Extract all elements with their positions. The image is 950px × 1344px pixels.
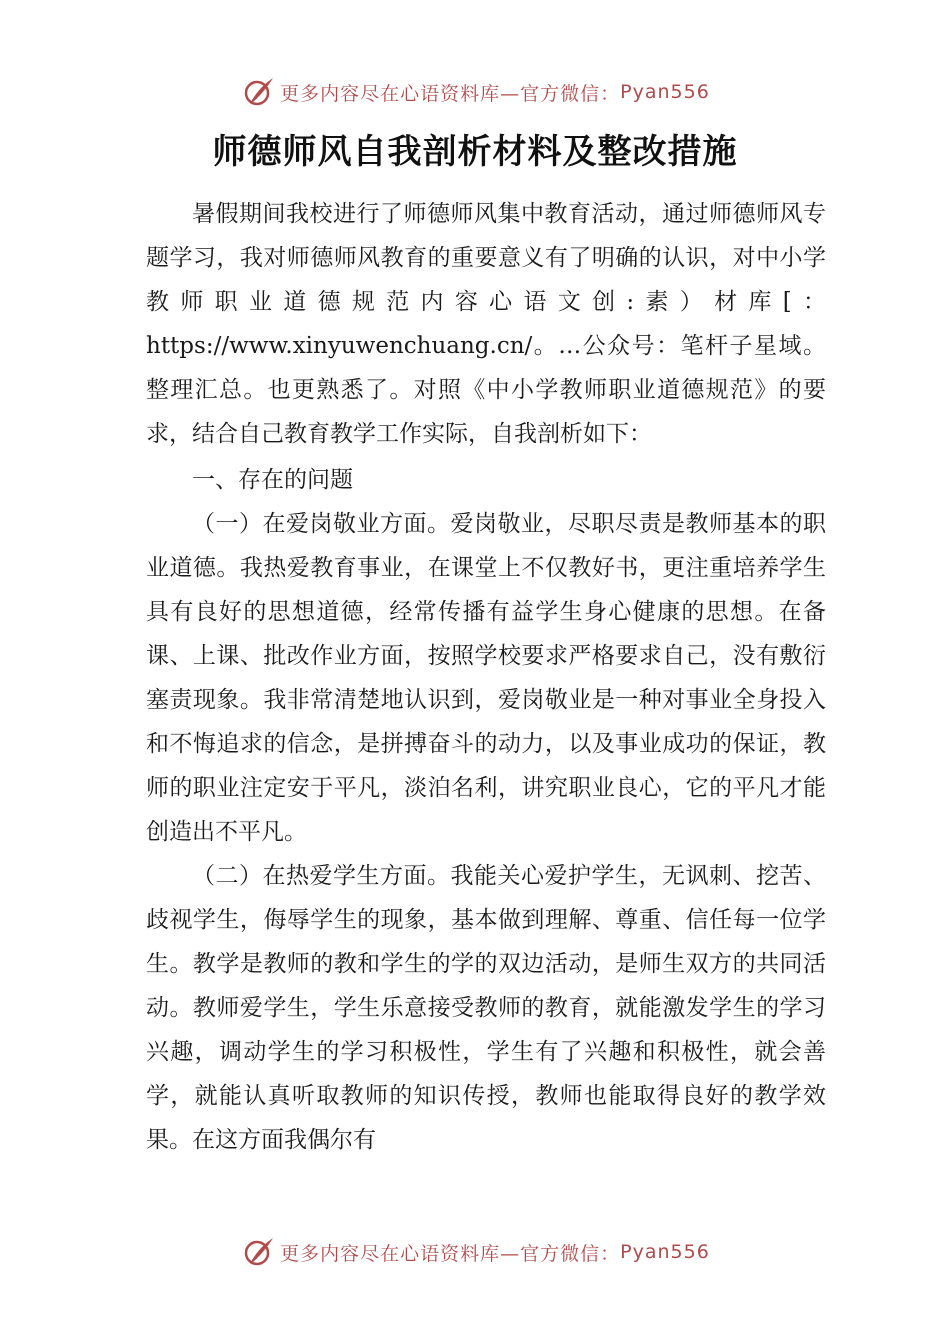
quill-logo-icon xyxy=(240,1234,276,1270)
banner-wechat-id: Pyan556 xyxy=(620,81,710,103)
document-title: 师德师风自我剖析材料及整改措施 xyxy=(212,132,738,172)
header-banner xyxy=(0,72,950,112)
banner-text: 更多内容尽在心语资料库—官方微信： xyxy=(280,82,621,105)
footer-banner xyxy=(0,1232,950,1272)
paragraph-love-students: （二）在热爱学生方面。我能关心爱护学生，无讽刺、挖苦、歧视学生，侮辱学生的现象，基本做到理解、尊重、信任每一位学生。教学是教师的教和学生的学的双边活动，是师生双方的共同活动。教师爱学生，学生乐意接受教师的教育，就能激发学生的学习兴趣，调动学生的学习积极性，学生有了兴趣和积极性，就会善学，就能认真听取教师的知识传授，教师也能取得良好的教学效果。在这方面我偶尔有 xyxy=(146,863,826,1153)
section-heading: 一、存在的问题 xyxy=(192,467,353,493)
banner-wechat-id: Pyan556 xyxy=(620,1241,710,1263)
banner-text: 更多内容尽在心语资料库—官方微信： xyxy=(280,1242,621,1265)
document-body xyxy=(146,192,826,1162)
paragraph-intro: 暑假期间我校进行了师德师风集中教育活动，通过师德师风专题学习，我对师德师风教育的重要意义有了明确的认识，对中小学教师职业道德规范内容心语文创:素）材库[：https://www.xinyuwenchuang.cn/。…公众号：笔杆子星域。整理汇总。也更熟悉了。对照《中小学教师职业道德规范》的要求，结合自己教育教学工作实际，自我剖析如下： xyxy=(146,201,826,447)
quill-logo-icon xyxy=(240,74,276,110)
paragraph-dedication: （一）在爱岗敬业方面。爱岗敬业，尽职尽责是教师基本的职业道德。我热爱教育事业，在课堂上不仅教好书，更注重培养学生具有良好的思想道德，经常传播有益学生身心健康的思想。在备课、上课、批改作业方面，按照学校要求严格要求自己，没有敷衍塞责现象。我非常清楚地认识到，爱岗敬业是一种对事业全身投入和不悔追求的信念，是拼搏奋斗的动力，以及事业成功的保证，教师的职业注定安于平凡，淡泊名利，讲究职业良心，它的平凡才能创造出不平凡。 xyxy=(146,511,826,845)
